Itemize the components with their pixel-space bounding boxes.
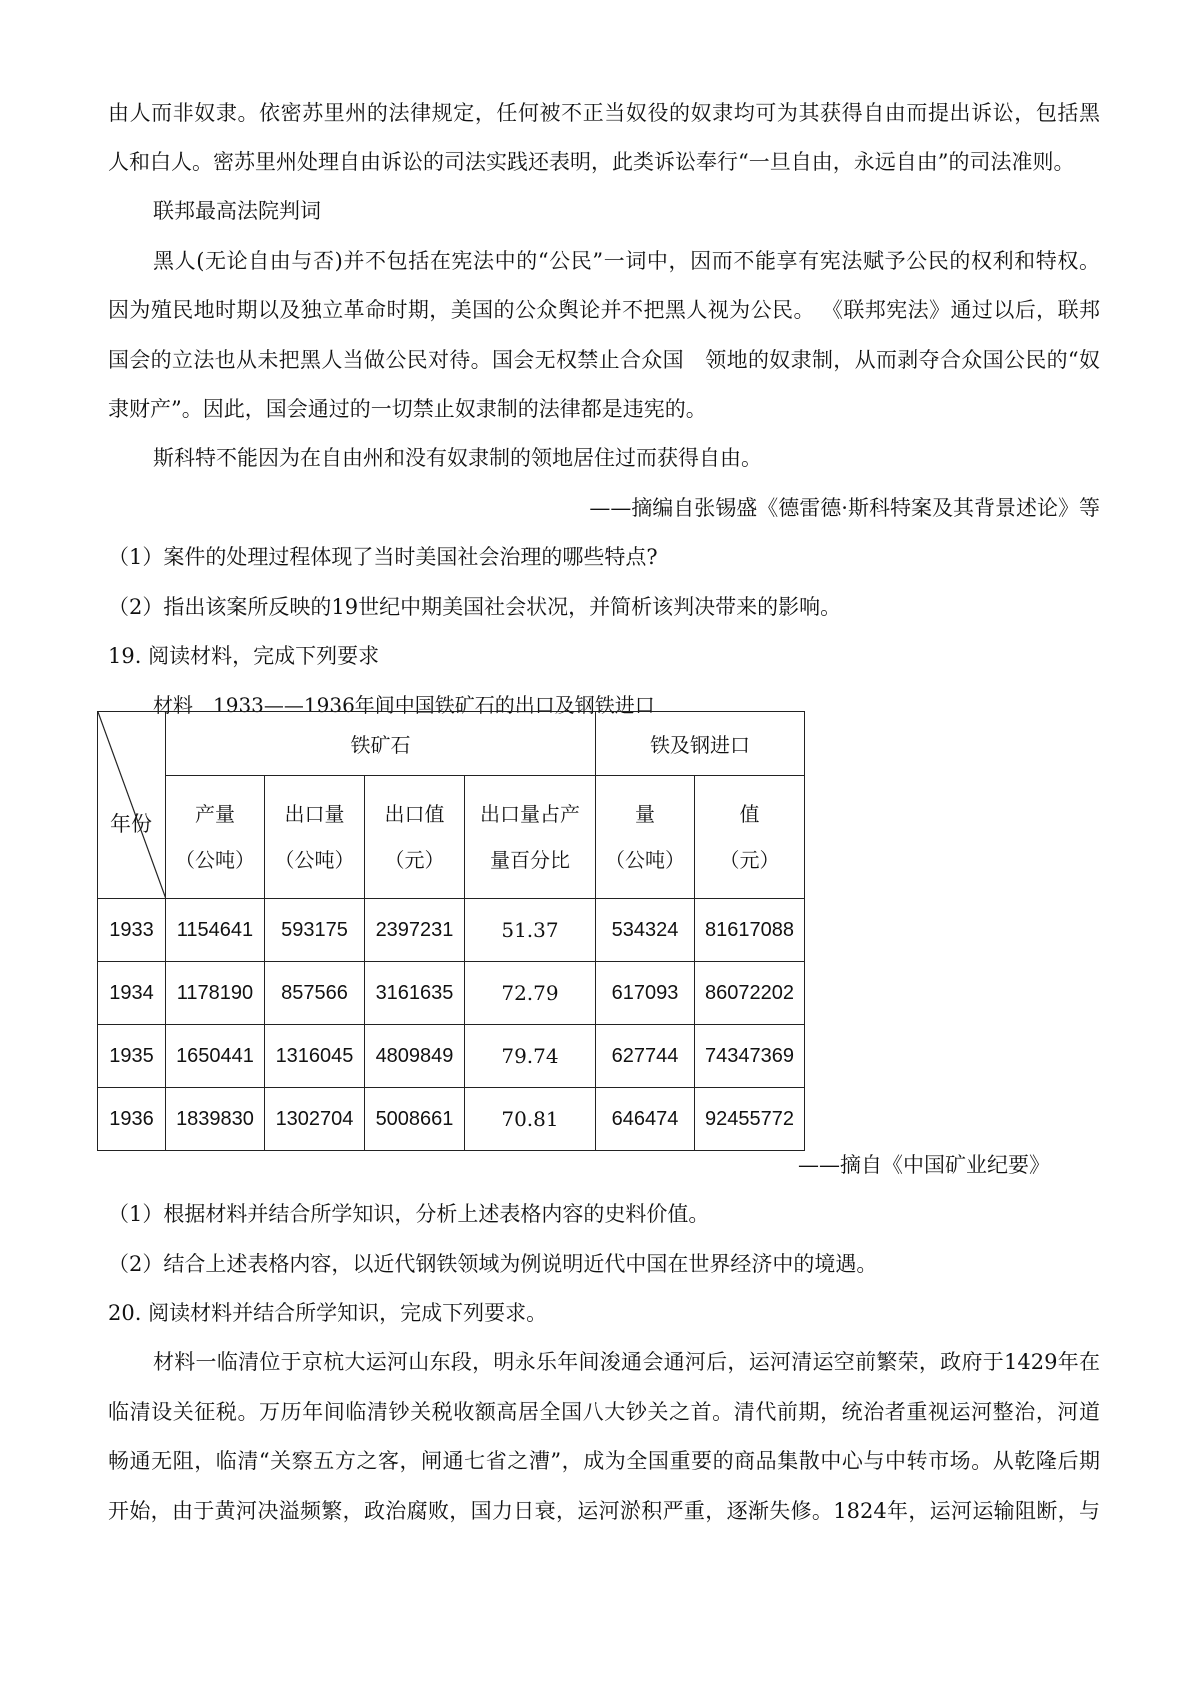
table-row [98,962,805,1025]
column-unit: （元） [384,848,445,872]
text-line: 临清设关征税。万历年间临清钞关税收额高居全国八大钞关之首。清代前期，统治者重视运河整治，河道 [108,1400,1100,1424]
table-cell: 79.74 [465,1025,596,1088]
diagonal-line [98,712,166,899]
question-heading: 19. 阅读材料，完成下列要求 [108,644,380,668]
table-row [98,899,805,962]
column-header [265,776,365,899]
table-cell: 2397231 [365,899,465,962]
column-unit: （公吨） [605,848,685,872]
table-cell: 3161635 [365,962,465,1025]
table-cell: 627744 [596,1025,695,1088]
table-cell: 593175 [265,899,365,962]
section-heading: 联邦最高法院判词 [153,199,321,223]
table-cell: 534324 [596,899,695,962]
table-cell: 51.37 [465,899,596,962]
text-line: 人和白人。密苏里州处理自由诉讼的司法实践还表明，此类诉讼奉行“一旦自由，永远自由”的司法准则。 [108,150,1075,174]
table-cell: 1650441 [166,1025,265,1088]
table-cell: 5008661 [365,1088,465,1151]
table-cell: 70.81 [465,1088,596,1151]
table-cell: 646474 [596,1088,695,1151]
column-header [596,776,695,899]
column-name: 出口值 [384,802,445,826]
text-line: 隶财产”。因此，国会通过的一切禁止奴隶制的法律都是违宪的。 [108,397,707,421]
source-citation: ——摘编自张锡盛《德雷德·斯科特案及其背景述论》等 [589,496,1100,520]
table-cell: 617093 [596,962,695,1025]
year-cell: 1933 [98,899,166,962]
column-header [166,776,265,899]
column-name: 出口量 [284,802,345,826]
data-table [97,711,805,1151]
source-citation: ——摘自《中国矿业纪要》 [798,1153,1050,1177]
question-item: （1）案件的处理过程体现了当时美国社会治理的哪些特点? [108,545,658,569]
column-header [365,776,465,899]
column-unit: （公吨） [274,848,355,872]
table-cell: 1302704 [265,1088,365,1151]
table-row [98,1088,805,1151]
table-caption: 材料 1933——1936年间中国铁矿石的出口及钢铁进口 [153,693,655,717]
table-cell: 857566 [265,962,365,1025]
year-cell: 1935 [98,1025,166,1088]
table-cell: 4809849 [365,1025,465,1088]
question-item: （2）结合上述表格内容，以近代钢铁领域为例说明近代中国在世界经济中的境遇。 [108,1252,878,1276]
table-row [98,1025,805,1088]
text-line: 国会的立法也从未把黑人当做公民对待。国会无权禁止合众国 领地的奴隶制，从而剥夺合众国公民的“奴 [108,348,1100,372]
question-item: （2）指出该案所反映的19世纪中期美国社会状况，并简析该判决带来的影响。 [108,595,842,619]
text-line: 由人而非奴隶。依密苏里州的法律规定，任何被不正当奴役的奴隶均可为其获得自由而提出诉讼，包括黑 [108,101,1100,125]
table-cell: 72.79 [465,962,596,1025]
text-line: 黑人(无论自由与否)并不包括在宪法中的“公民”一词中，因而不能享有宪法赋予公民的权利和特权。 [153,249,1100,273]
table-cell: 1178190 [166,962,265,1025]
group-header-steel-import: 铁及钢进口 [596,712,805,776]
text-line: 斯科特不能因为在自由州和没有奴隶制的领地居住过而获得自由。 [153,446,762,470]
group-header-iron-ore: 铁矿石 [166,712,596,776]
column-name: 出口量占产 [480,802,580,826]
column-unit: （公吨） [175,848,255,872]
table-cell: 86072202 [695,962,805,1025]
column-name: 产量 [195,802,235,826]
question-item: （1）根据材料并结合所学知识，分析上述表格内容的史料价值。 [108,1202,710,1226]
year-cell: 1936 [98,1088,166,1151]
column-header [465,776,596,899]
text-line: 材料一临清位于京杭大运河山东段，明永乐年间浚通会通河后，运河清运空前繁荣，政府于1429年在 [153,1350,1100,1374]
text-line: 因为殖民地时期以及独立革命时期，美国的公众舆论并不把黑人视为公民。 《联邦宪法》通过以后，联邦 [108,298,1100,322]
table-cell: 1316045 [265,1025,365,1088]
column-header [695,776,805,899]
table-cell: 1154641 [166,899,265,962]
table-cell: 1839830 [166,1088,265,1151]
year-cell: 1934 [98,962,166,1025]
column-unit: 量百分比 [490,848,570,872]
table-cell: 92455772 [695,1088,805,1151]
text-line: 畅通无阻，临清“关察五方之客，闸通七省之漕”，成为全国重要的商品集散中心与中转市场。从乾隆后期 [108,1449,1100,1473]
table-corner-cell [98,712,166,899]
table-cell: 74347369 [695,1025,805,1088]
question-heading: 20. 阅读材料并结合所学知识，完成下列要求。 [108,1301,548,1325]
table-cell: 81617088 [695,899,805,962]
column-name: 量 [635,802,655,826]
column-name: 值 [739,802,760,826]
column-unit: （元） [719,848,780,872]
year-header: 年份 [110,812,152,836]
text-line: 开始，由于黄河决溢频繁，政治腐败，国力日衰，运河淤积严重，逐渐失修。1824年，运河运输阻断，与 [108,1499,1100,1523]
